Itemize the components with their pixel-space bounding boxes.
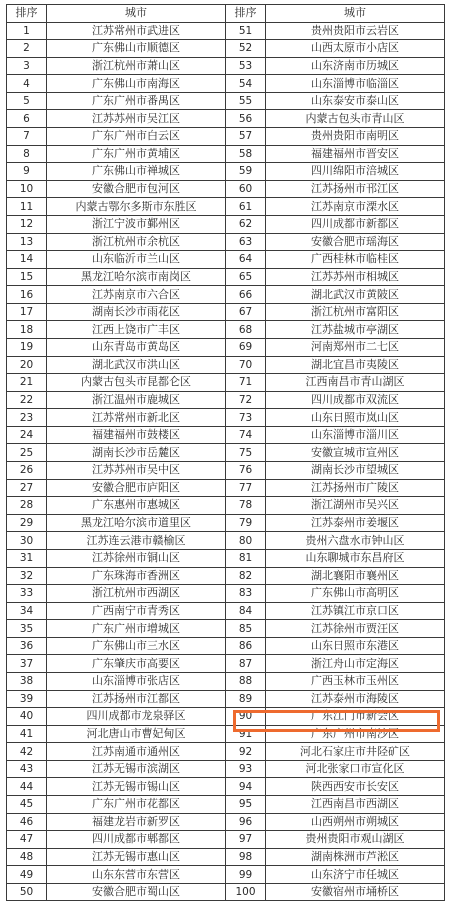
rank-cell-left: 38 [7, 672, 47, 690]
city-cell-right: 江苏泰州市海陵区 [266, 690, 445, 708]
city-cell-right: 广东江门市新会区 [266, 708, 445, 726]
rank-cell-left: 49 [7, 866, 47, 884]
city-cell-right: 浙江杭州市富阳区 [266, 303, 445, 321]
rank-cell-left: 39 [7, 690, 47, 708]
table-row [7, 796, 445, 814]
city-cell-left: 广东佛山市三水区 [47, 637, 226, 655]
rank-cell-left: 13 [7, 233, 47, 251]
city-cell-left: 内蒙古包头市昆都仑区 [47, 374, 226, 392]
city-cell-left: 广东佛山市南海区 [47, 75, 226, 93]
rank-cell-left: 7 [7, 128, 47, 146]
rank-cell-right: 55 [226, 92, 266, 110]
table-row [7, 620, 445, 638]
rank-cell-right: 66 [226, 286, 266, 304]
table-row [7, 585, 445, 603]
table-row [7, 690, 445, 708]
rank-cell-right: 99 [226, 866, 266, 884]
city-cell-left: 江苏无锡市滨湖区 [47, 760, 226, 778]
rank-cell-left: 16 [7, 286, 47, 304]
city-cell-left: 广东惠州市惠城区 [47, 497, 226, 515]
header-rank-left: 排序 [7, 5, 47, 23]
table-row [7, 549, 445, 567]
table-row [7, 251, 445, 269]
rank-cell-left: 37 [7, 655, 47, 673]
table-row [7, 374, 445, 392]
city-cell-right: 山西朔州市朔城区 [266, 813, 445, 831]
rank-cell-right: 56 [226, 110, 266, 128]
table-row [7, 22, 445, 40]
city-cell-right: 山东淄博市淄川区 [266, 426, 445, 444]
rank-cell-right: 82 [226, 567, 266, 585]
city-cell-left: 广东广州市白云区 [47, 128, 226, 146]
header-city-right: 城市 [266, 5, 445, 23]
rank-cell-right: 70 [226, 356, 266, 374]
rank-cell-left: 44 [7, 778, 47, 796]
table-row [7, 883, 445, 901]
city-cell-right: 内蒙古包头市青山区 [266, 110, 445, 128]
city-cell-right: 江苏苏州市相城区 [266, 268, 445, 286]
rank-cell-right: 84 [226, 602, 266, 620]
city-cell-right: 安徽合肥市瑶海区 [266, 233, 445, 251]
table-row [7, 462, 445, 480]
city-cell-left: 安徽合肥市包河区 [47, 180, 226, 198]
city-cell-right: 四川成都市新都区 [266, 215, 445, 233]
ranking-table [6, 4, 445, 901]
city-cell-right: 河北石家庄市井陉矿区 [266, 743, 445, 761]
city-cell-right: 江苏镇江市京口区 [266, 602, 445, 620]
table-row [7, 286, 445, 304]
rank-cell-right: 88 [226, 672, 266, 690]
table-row [7, 426, 445, 444]
rank-cell-right: 57 [226, 128, 266, 146]
rank-cell-left: 17 [7, 303, 47, 321]
city-cell-left: 湖南长沙市岳麓区 [47, 444, 226, 462]
table-row [7, 514, 445, 532]
city-cell-right: 山东日照市东港区 [266, 637, 445, 655]
rank-cell-right: 97 [226, 831, 266, 849]
city-cell-left: 浙江杭州市萧山区 [47, 57, 226, 75]
city-cell-left: 广东广州市增城区 [47, 620, 226, 638]
city-cell-left: 湖南长沙市雨花区 [47, 303, 226, 321]
rank-cell-right: 53 [226, 57, 266, 75]
table-row [7, 303, 445, 321]
table-row [7, 409, 445, 427]
city-cell-left: 湖北武汉市洪山区 [47, 356, 226, 374]
city-cell-left: 浙江温州市鹿城区 [47, 391, 226, 409]
rank-cell-right: 81 [226, 549, 266, 567]
city-cell-right: 江西南昌市西湖区 [266, 796, 445, 814]
city-cell-right: 广东佛山市高明区 [266, 585, 445, 603]
rank-cell-left: 6 [7, 110, 47, 128]
table-row [7, 708, 445, 726]
city-cell-right: 湖北襄阳市襄州区 [266, 567, 445, 585]
city-cell-right: 四川绵阳市涪城区 [266, 163, 445, 181]
rank-cell-right: 62 [226, 215, 266, 233]
city-cell-left: 山东临沂市兰山区 [47, 251, 226, 269]
rank-cell-right: 87 [226, 655, 266, 673]
rank-cell-right: 80 [226, 532, 266, 550]
city-cell-right: 山东淄博市临淄区 [266, 75, 445, 93]
city-cell-left: 江苏徐州市铜山区 [47, 549, 226, 567]
rank-cell-left: 31 [7, 549, 47, 567]
table-row [7, 848, 445, 866]
city-cell-left: 福建福州市鼓楼区 [47, 426, 226, 444]
rank-cell-left: 45 [7, 796, 47, 814]
header-row [7, 5, 445, 23]
city-cell-left: 江苏无锡市锡山区 [47, 778, 226, 796]
rank-cell-right: 60 [226, 180, 266, 198]
table-row [7, 233, 445, 251]
table-row [7, 110, 445, 128]
rank-cell-right: 73 [226, 409, 266, 427]
city-cell-left: 河北唐山市曹妃甸区 [47, 725, 226, 743]
city-cell-left: 江苏常州市新北区 [47, 409, 226, 427]
rank-cell-left: 50 [7, 883, 47, 901]
table-row [7, 760, 445, 778]
city-cell-right: 河南郑州市二七区 [266, 338, 445, 356]
city-cell-right: 湖南株洲市芦淞区 [266, 848, 445, 866]
rank-cell-right: 96 [226, 813, 266, 831]
rank-cell-left: 18 [7, 321, 47, 339]
rank-cell-right: 59 [226, 163, 266, 181]
city-cell-left: 黑龙江哈尔滨市南岗区 [47, 268, 226, 286]
rank-cell-right: 92 [226, 743, 266, 761]
city-cell-left: 浙江杭州市余杭区 [47, 233, 226, 251]
city-cell-left: 江苏常州市武进区 [47, 22, 226, 40]
rank-cell-left: 3 [7, 57, 47, 75]
table-row [7, 92, 445, 110]
rank-cell-right: 90 [226, 708, 266, 726]
rank-cell-left: 47 [7, 831, 47, 849]
city-cell-left: 山东青岛市黄岛区 [47, 338, 226, 356]
table-row [7, 338, 445, 356]
table-row [7, 497, 445, 515]
header-rank-right: 排序 [226, 5, 266, 23]
table-row [7, 655, 445, 673]
city-cell-left: 浙江宁波市鄞州区 [47, 215, 226, 233]
city-cell-right: 浙江湖州市吴兴区 [266, 497, 445, 515]
rank-cell-right: 75 [226, 444, 266, 462]
city-cell-right: 江苏徐州市贾汪区 [266, 620, 445, 638]
table-row [7, 268, 445, 286]
city-cell-left: 江西上饶市广丰区 [47, 321, 226, 339]
table-row [7, 391, 445, 409]
city-cell-right: 山东泰安市泰山区 [266, 92, 445, 110]
ranking-document [6, 4, 444, 901]
city-cell-right: 安徽宿州市埇桥区 [266, 883, 445, 901]
city-cell-right: 陕西西安市长安区 [266, 778, 445, 796]
table-row [7, 321, 445, 339]
city-cell-left: 广西南宁市青秀区 [47, 602, 226, 620]
city-cell-right: 江苏南京市溧水区 [266, 198, 445, 216]
rank-cell-right: 95 [226, 796, 266, 814]
table-row [7, 163, 445, 181]
city-cell-right: 贵州贵阳市云岩区 [266, 22, 445, 40]
rank-cell-right: 68 [226, 321, 266, 339]
city-cell-right: 四川成都市双流区 [266, 391, 445, 409]
city-cell-left: 浙江杭州市西湖区 [47, 585, 226, 603]
city-cell-left: 广东佛山市顺德区 [47, 40, 226, 58]
rank-cell-left: 40 [7, 708, 47, 726]
rank-cell-right: 51 [226, 22, 266, 40]
rank-cell-left: 24 [7, 426, 47, 444]
city-cell-left: 广东广州市黄埔区 [47, 145, 226, 163]
rank-cell-left: 48 [7, 848, 47, 866]
rank-cell-right: 64 [226, 251, 266, 269]
rank-cell-right: 76 [226, 462, 266, 480]
rank-cell-left: 14 [7, 251, 47, 269]
city-cell-left: 福建龙岩市新罗区 [47, 813, 226, 831]
city-cell-right: 江苏扬州市广陵区 [266, 479, 445, 497]
city-cell-right: 山东聊城市东昌府区 [266, 549, 445, 567]
city-cell-right: 山东济南市历城区 [266, 57, 445, 75]
table-row [7, 778, 445, 796]
city-cell-left: 广东佛山市禅城区 [47, 163, 226, 181]
city-cell-left: 黑龙江哈尔滨市道里区 [47, 514, 226, 532]
rank-cell-right: 86 [226, 637, 266, 655]
table-row [7, 743, 445, 761]
rank-cell-right: 72 [226, 391, 266, 409]
rank-cell-left: 12 [7, 215, 47, 233]
rank-cell-left: 41 [7, 725, 47, 743]
header-city-left: 城市 [47, 5, 226, 23]
city-cell-right: 山东日照市岚山区 [266, 409, 445, 427]
rank-cell-left: 42 [7, 743, 47, 761]
rank-cell-right: 71 [226, 374, 266, 392]
city-cell-right: 江苏扬州市邗江区 [266, 180, 445, 198]
rank-cell-left: 22 [7, 391, 47, 409]
rank-cell-left: 2 [7, 40, 47, 58]
rank-cell-left: 43 [7, 760, 47, 778]
city-cell-left: 江苏南通市通州区 [47, 743, 226, 761]
rank-cell-right: 69 [226, 338, 266, 356]
rank-cell-right: 89 [226, 690, 266, 708]
table-row [7, 725, 445, 743]
rank-cell-left: 32 [7, 567, 47, 585]
rank-cell-left: 19 [7, 338, 47, 356]
city-cell-right: 贵州贵阳市南明区 [266, 128, 445, 146]
table-row [7, 180, 445, 198]
rank-cell-right: 78 [226, 497, 266, 515]
rank-cell-right: 54 [226, 75, 266, 93]
table-row [7, 672, 445, 690]
rank-cell-left: 27 [7, 479, 47, 497]
city-cell-right: 山西太原市小店区 [266, 40, 445, 58]
table-row [7, 831, 445, 849]
city-cell-right: 安徽宣城市宣州区 [266, 444, 445, 462]
city-cell-left: 江苏苏州市吴江区 [47, 110, 226, 128]
city-cell-right: 湖北宜昌市夷陵区 [266, 356, 445, 374]
rank-cell-right: 94 [226, 778, 266, 796]
rank-cell-left: 23 [7, 409, 47, 427]
table-row [7, 40, 445, 58]
city-cell-left: 江苏南京市六合区 [47, 286, 226, 304]
rank-cell-right: 91 [226, 725, 266, 743]
city-cell-right: 贵州贵阳市观山湖区 [266, 831, 445, 849]
city-cell-left: 广东广州市花都区 [47, 796, 226, 814]
rank-cell-left: 8 [7, 145, 47, 163]
city-cell-right: 广东广州市南沙区 [266, 725, 445, 743]
table-row [7, 813, 445, 831]
city-cell-right: 湖北武汉市黄陂区 [266, 286, 445, 304]
table-row [7, 866, 445, 884]
rank-cell-left: 29 [7, 514, 47, 532]
city-cell-right: 湖南长沙市望城区 [266, 462, 445, 480]
table-row [7, 75, 445, 93]
rank-cell-right: 83 [226, 585, 266, 603]
rank-cell-left: 1 [7, 22, 47, 40]
rank-cell-right: 79 [226, 514, 266, 532]
rank-cell-left: 20 [7, 356, 47, 374]
city-cell-left: 四川成都市龙泉驿区 [47, 708, 226, 726]
table-row [7, 444, 445, 462]
city-cell-right: 浙江舟山市定海区 [266, 655, 445, 673]
table-row [7, 532, 445, 550]
rank-cell-left: 15 [7, 268, 47, 286]
table-body [7, 22, 445, 901]
rank-cell-right: 52 [226, 40, 266, 58]
table-row [7, 479, 445, 497]
rank-cell-right: 74 [226, 426, 266, 444]
rank-cell-left: 36 [7, 637, 47, 655]
rank-cell-left: 33 [7, 585, 47, 603]
table-row [7, 198, 445, 216]
city-cell-left: 山东东营市东营区 [47, 866, 226, 884]
rank-cell-right: 58 [226, 145, 266, 163]
city-cell-left: 广东珠海市香洲区 [47, 567, 226, 585]
table-row [7, 215, 445, 233]
rank-cell-right: 85 [226, 620, 266, 638]
rank-cell-left: 10 [7, 180, 47, 198]
rank-cell-left: 26 [7, 462, 47, 480]
rank-cell-left: 35 [7, 620, 47, 638]
rank-cell-left: 46 [7, 813, 47, 831]
rank-cell-left: 21 [7, 374, 47, 392]
city-cell-left: 安徽合肥市庐阳区 [47, 479, 226, 497]
rank-cell-right: 93 [226, 760, 266, 778]
city-cell-left: 江苏连云港市赣榆区 [47, 532, 226, 550]
rank-cell-left: 11 [7, 198, 47, 216]
city-cell-right: 广西桂林市临桂区 [266, 251, 445, 269]
city-cell-left: 江苏扬州市江都区 [47, 690, 226, 708]
rank-cell-left: 34 [7, 602, 47, 620]
city-cell-right: 河北张家口市宣化区 [266, 760, 445, 778]
city-cell-right: 广西玉林市玉州区 [266, 672, 445, 690]
table-row [7, 602, 445, 620]
city-cell-left: 四川成都市郫都区 [47, 831, 226, 849]
city-cell-right: 江西南昌市青山湖区 [266, 374, 445, 392]
rank-cell-right: 98 [226, 848, 266, 866]
city-cell-left: 山东淄博市张店区 [47, 672, 226, 690]
table-row [7, 567, 445, 585]
city-cell-left: 安徽合肥市蜀山区 [47, 883, 226, 901]
table-row [7, 57, 445, 75]
rank-cell-left: 5 [7, 92, 47, 110]
rank-cell-left: 4 [7, 75, 47, 93]
rank-cell-right: 77 [226, 479, 266, 497]
city-cell-left: 广东肇庆市高要区 [47, 655, 226, 673]
city-cell-left: 内蒙古鄂尔多斯市东胜区 [47, 198, 226, 216]
rank-cell-right: 65 [226, 268, 266, 286]
rank-cell-right: 61 [226, 198, 266, 216]
city-cell-right: 山东济宁市任城区 [266, 866, 445, 884]
city-cell-right: 福建福州市晋安区 [266, 145, 445, 163]
rank-cell-right: 63 [226, 233, 266, 251]
rank-cell-left: 30 [7, 532, 47, 550]
rank-cell-left: 28 [7, 497, 47, 515]
city-cell-left: 江苏苏州市吴中区 [47, 462, 226, 480]
city-cell-right: 贵州六盘水市钟山区 [266, 532, 445, 550]
rank-cell-right: 100 [226, 883, 266, 901]
city-cell-right: 江苏盐城市亭湖区 [266, 321, 445, 339]
city-cell-right: 江苏泰州市姜堰区 [266, 514, 445, 532]
city-cell-left: 江苏无锡市惠山区 [47, 848, 226, 866]
rank-cell-right: 67 [226, 303, 266, 321]
table-row [7, 356, 445, 374]
rank-cell-left: 25 [7, 444, 47, 462]
table-row [7, 145, 445, 163]
table-row [7, 637, 445, 655]
rank-cell-left: 9 [7, 163, 47, 181]
table-row [7, 128, 445, 146]
city-cell-left: 广东广州市番禺区 [47, 92, 226, 110]
